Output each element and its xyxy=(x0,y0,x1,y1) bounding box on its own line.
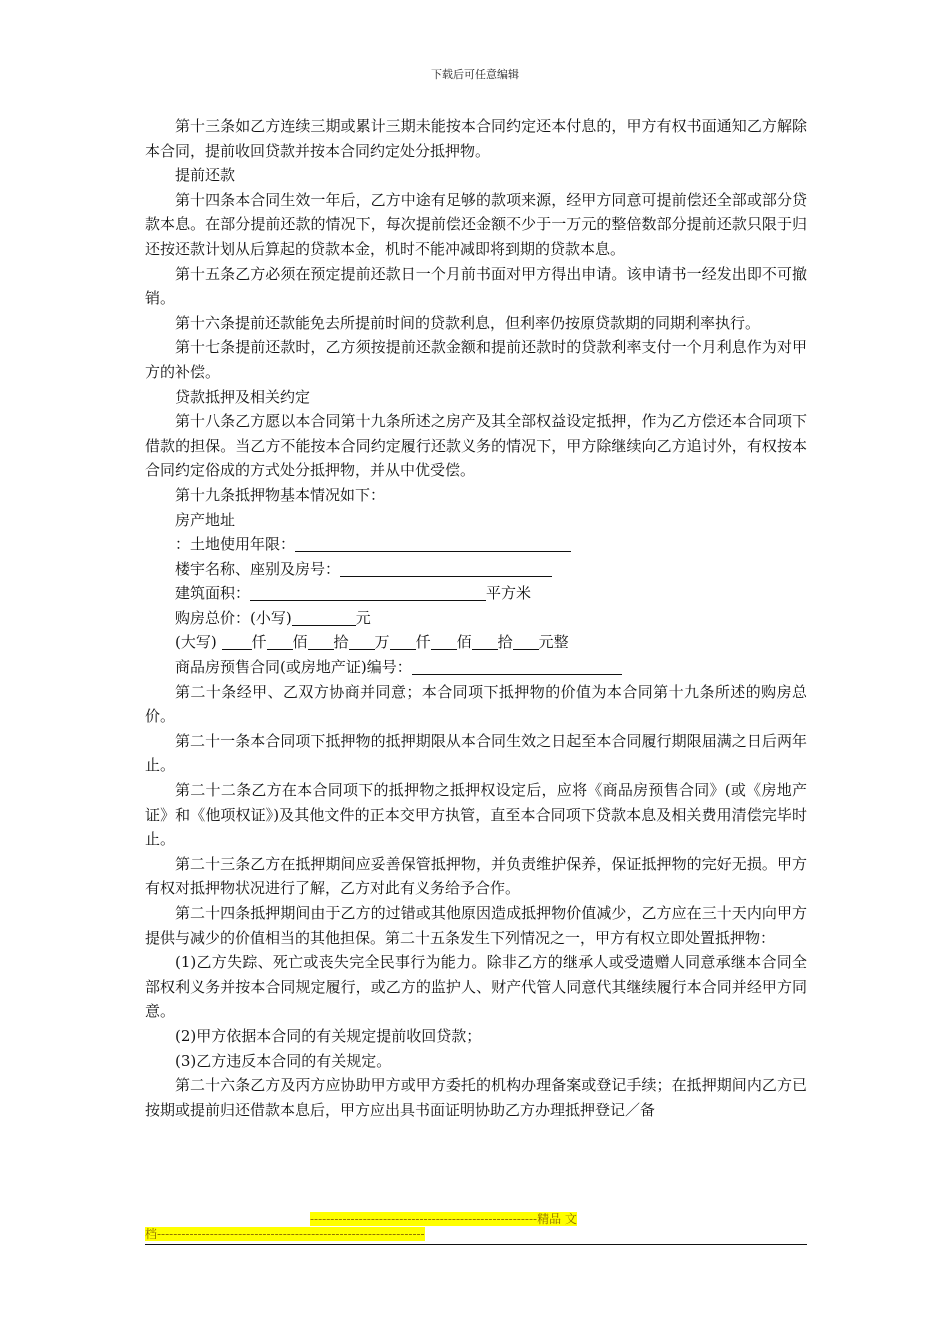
field-land-term-label: ：土地使用年限： xyxy=(175,535,296,554)
field-area-blank[interactable] xyxy=(250,583,486,601)
field-land-term-blank[interactable] xyxy=(295,534,571,552)
field-contract-no-label: 商品房预售合同(或房地产证)编号： xyxy=(175,658,412,677)
field-building-label: 楼宇名称、座别及房号： xyxy=(175,559,341,578)
field-area xyxy=(145,581,807,606)
clause-item-2: (2)甲方依据本合同的有关规定提前收回贷款； xyxy=(175,1026,482,1045)
section-heading-mortgage: 贷款抵押及相关约定 xyxy=(175,387,311,406)
unit-qian-1: 仟 xyxy=(251,633,267,652)
field-contract-no xyxy=(145,655,807,680)
unit-wan: 万 xyxy=(374,633,390,652)
blank-yuan[interactable] xyxy=(513,632,539,650)
article-14: 第十四条本合同生效一年后，乙方中途有足够的款项来源，经甲方同意可提前偿还全部或部分贷款本息。在部分提前还款的情况下，每次提前偿还金额不少于一万元的整倍数部分提前还款只限于归还按还款计划从后算起的贷款本金，机时不能冲减即将到期的贷款本息。 xyxy=(145,190,807,258)
clause-item-1: (1)乙方失踪、死亡或丧失完全民事行为能力。除非乙方的继承人或受遗赠人同意承继本合同全部权利义务并按本合同规定履行，或乙方的监护人、财产代管人同意代其继续履行本合同并经甲方同意。 xyxy=(145,953,807,1021)
blank-shi-2[interactable] xyxy=(472,632,498,650)
article-21: 第二十一条本合同项下抵押物的抵押期限从本合同生效之日起至本合同履行期限届满之日后两年止。 xyxy=(145,731,807,775)
field-land-term xyxy=(145,532,807,557)
unit-shi-2: 拾 xyxy=(497,633,513,652)
field-price-blank[interactable] xyxy=(292,608,356,626)
blank-shi-1[interactable] xyxy=(308,632,334,650)
blank-bai-1[interactable] xyxy=(267,632,293,650)
article-17: 第十七条提前还款时，乙方须按提前还款金额和提前还款时的贷款利率支付一个月利息作为对甲方的补偿。 xyxy=(145,338,807,381)
field-price-words xyxy=(145,630,807,655)
article-19: 第十九条抵押物基本情况如下： xyxy=(175,485,386,504)
field-contract-no-blank[interactable] xyxy=(412,657,622,675)
field-address xyxy=(145,508,807,533)
field-price xyxy=(145,606,807,631)
footer-divider xyxy=(145,1244,807,1245)
blank-bai-2[interactable] xyxy=(431,632,457,650)
field-building-blank[interactable] xyxy=(340,559,552,577)
unit-bai-1: 佰 xyxy=(292,633,308,652)
article-18: 第十八条乙方愿以本合同第十九条所述之房产及其全部权益设定抵押，作为乙方偿还本合同项下借款的担保。当乙方不能按本合同约定履行还款义务的情况下，甲方除继续向乙方追讨外，有权按本合同约定俗成的方式处分抵押物，并从中优受偿。 xyxy=(145,412,807,480)
blank-wan[interactable] xyxy=(349,632,375,650)
article-16: 第十六条提前还款能免去所提前时间的贷款利息，但利率仍按原贷款期的同期利率执行。 xyxy=(175,313,761,332)
footer-line-2: 档------------------------------------------------------------------ xyxy=(145,1227,425,1241)
blank-qian-2[interactable] xyxy=(390,632,416,650)
article-20: 第二十条经甲、乙双方协商并同意；本合同项下抵押物的价值为本合同第十九条所述的购房总价。 xyxy=(145,682,807,726)
field-building xyxy=(145,557,807,582)
field-address-label: 房产地址 xyxy=(175,510,236,529)
unit-bai-2: 佰 xyxy=(456,633,472,652)
section-heading-prepayment: 提前还款 xyxy=(175,166,236,185)
field-area-unit: 平方米 xyxy=(486,584,532,603)
blank-qian-1[interactable] xyxy=(222,632,252,650)
unit-qian-2: 仟 xyxy=(415,633,431,652)
field-price-words-label: (大写) xyxy=(175,633,217,652)
field-price-label: 购房总价：(小写) xyxy=(175,608,292,627)
page-header: 下载后可任意编辑 xyxy=(431,68,519,81)
field-area-label: 建筑面积： xyxy=(175,584,251,603)
article-22: 第二十二条乙方在本合同项下的抵押物之抵押权设定后，应将《商品房预售合同》(或《房地产证》和《他项权证》)及其他文件的正本交甲方执管，直至本合同项下贷款本息及相关费用清偿完毕时止。 xyxy=(145,781,807,849)
article-26: 第二十六条乙方及丙方应协助甲方或甲方委托的机构办理备案或登记手续；在抵押期间内乙方已按期或提前归还借款本息后，甲方应出具书面证明协助乙方办理抵押登记／备 xyxy=(145,1076,807,1119)
article-23: 第二十三条乙方在抵押期间应妥善保管抵押物，并负责维护保养，保证抵押物的完好无损。甲方有权对抵押物状况进行了解，乙方对此有义务给予合作。 xyxy=(145,854,807,898)
unit-shi-1: 拾 xyxy=(333,633,349,652)
document-body xyxy=(145,114,807,1122)
article-24-25: 第二十四条抵押期间由于乙方的过错或其他原因造成抵押物价值减少，乙方应在三十天内向甲方提供与减少的价值相当的其他担保。第二十五条发生下列情况之一，甲方有权立即处置抵押物： xyxy=(145,904,807,947)
article-15: 第十五条乙方必须在预定提前还款日一个月前书面对甲方得出申请。该申请书一经发出即不可撤销。 xyxy=(145,264,807,308)
unit-yuan-zheng: 元整 xyxy=(538,633,569,652)
clause-item-3: (3)乙方违反本合同的有关规定。 xyxy=(175,1051,392,1070)
field-price-unit: 元 xyxy=(355,608,371,627)
footer-line-1: --------------------------------------------------------精品 文 xyxy=(310,1212,577,1226)
article-13: 第十三条如乙方连续三期或累计三期未能按本合同约定还本付息的，甲方有权书面通知乙方解除本合同，提前收回贷款并按本合同约定处分抵押物。 xyxy=(145,117,807,160)
footer-watermark xyxy=(145,1212,807,1242)
